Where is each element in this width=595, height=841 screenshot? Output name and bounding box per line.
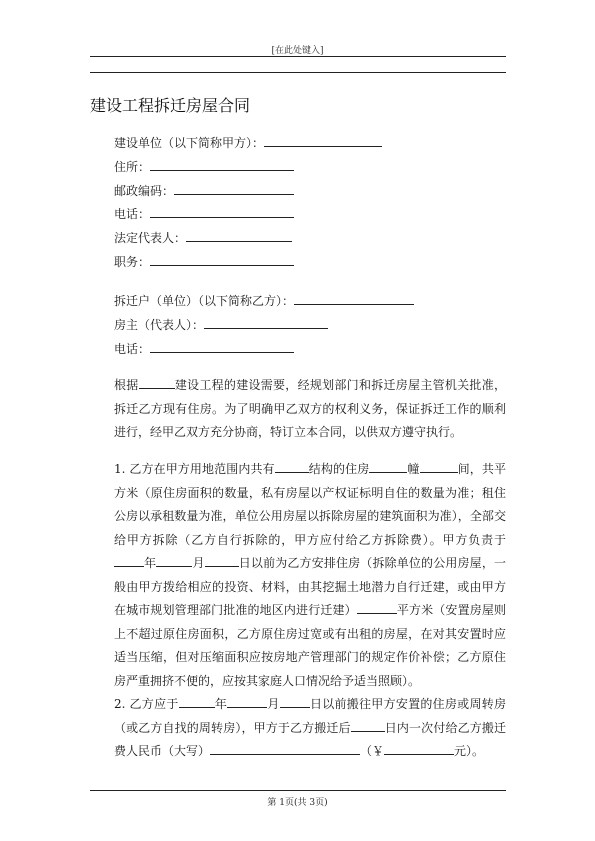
field-party-b-unit xyxy=(114,292,414,309)
field-party-a-address xyxy=(114,158,294,175)
clause-text: 年 xyxy=(214,697,228,711)
clause-text: 2. 乙方应于 xyxy=(114,697,179,711)
header-rule-top xyxy=(90,56,506,57)
field-party-a-phone xyxy=(114,205,294,222)
blank-year[interactable] xyxy=(179,695,215,708)
field-party-b-phone xyxy=(114,340,294,357)
clause-text: （￥ xyxy=(360,744,385,758)
blank-line[interactable] xyxy=(150,158,294,171)
blank-line[interactable] xyxy=(264,134,382,147)
clause-text: 月 xyxy=(267,697,280,711)
blank-month[interactable] xyxy=(227,695,267,708)
clause-text: 年 xyxy=(144,556,157,570)
header-placeholder[interactable]: [在此处键入] xyxy=(271,46,324,56)
field-label: 电话： xyxy=(114,207,151,221)
field-label: 建设单位（以下简称甲方）： xyxy=(114,136,265,150)
clause-text: 间，共 xyxy=(457,462,494,476)
blank-room-count[interactable] xyxy=(420,460,458,473)
blank-line[interactable] xyxy=(150,253,294,266)
clause-text: 日以前搬往甲方安置的住房或周转房（或乙方自找的周转房），甲方于乙方搬迁后 xyxy=(114,697,506,735)
field-label: 职务： xyxy=(114,255,151,269)
field-party-a-unit xyxy=(114,134,382,151)
intro-text-body: 建设工程的建设需要，经规划部门和拆迁房屋主管机关批准，拆迁乙方现有住房。为了明确甲乙双方的权利义务，保证拆迁工作的顺利进行，经甲乙双方充分协商，特订立本合同，以供双方遵守执行。 xyxy=(114,378,506,439)
intro-paragraph xyxy=(90,374,506,445)
field-label: 拆迁户（单位）（以下简称乙方）： xyxy=(114,294,295,308)
field-party-a-position xyxy=(114,253,294,270)
clause-1 xyxy=(90,458,506,693)
blank-month[interactable] xyxy=(156,554,192,567)
blank-day[interactable] xyxy=(205,554,239,567)
field-party-a-legal-rep xyxy=(114,229,292,246)
field-label: 房主（代表人）： xyxy=(114,318,205,332)
clause-text: 月 xyxy=(192,556,205,570)
blank-line[interactable] xyxy=(174,182,294,195)
clause-text: 结构的住房 xyxy=(308,462,370,476)
header-rule-bottom xyxy=(90,72,506,73)
intro-text-start: 根据 xyxy=(114,378,139,392)
blank-amount-number[interactable] xyxy=(384,742,454,755)
clause-text: 日以前为乙方安排住房（拆除单位的公用房屋，一般由甲方拨给相应的投资、材料，由其挖掘土地潜力自行迁建，或由甲方在城市规划管理部门批准的地区内进行迁建） xyxy=(114,556,506,617)
blank-year[interactable] xyxy=(114,554,144,567)
clause-text: 平方米（原住房面积的数量，私有房屋以产权证标明自住的数量为准；租住公房以承租数量为准，单位公用房屋以拆除房屋的建筑面积为准），全部交给甲方拆除（乙方自行拆除的，甲方应付给乙方拆除费）。甲方负责于 xyxy=(114,462,506,547)
blank-line[interactable] xyxy=(186,229,292,242)
blank-days[interactable] xyxy=(351,719,385,732)
blank-line[interactable] xyxy=(150,205,294,218)
blank-line[interactable] xyxy=(204,316,328,329)
field-label: 邮政编码： xyxy=(114,184,175,198)
field-party-a-postcode xyxy=(114,182,294,199)
clause-text: 元）。 xyxy=(454,744,485,758)
blank-project-name[interactable] xyxy=(139,376,175,389)
footer-rule xyxy=(90,790,506,791)
field-label: 法定代表人： xyxy=(114,231,187,245)
clause-text: 幢 xyxy=(407,462,420,476)
blank-line[interactable] xyxy=(294,292,414,305)
blank-building-count[interactable] xyxy=(369,460,407,473)
clause-2 xyxy=(90,693,506,764)
clause-text: 日内一次付给乙方搬迁费人民币（大写） xyxy=(114,720,506,758)
page-number: 第 1页(共 3页) xyxy=(267,798,328,808)
blank-line[interactable] xyxy=(150,340,294,353)
field-party-b-owner xyxy=(114,316,328,333)
blank-area[interactable] xyxy=(357,601,397,614)
blank-structure[interactable] xyxy=(275,460,309,473)
field-label: 电话： xyxy=(114,342,151,356)
document-title: 建设工程拆迁房屋合同 xyxy=(90,96,251,115)
clause-text: 1. 乙方在甲方用地范围内共有 xyxy=(114,462,275,476)
clause-text: 平方米（安置房屋则上不超过原住房面积，乙方原住房过宽或有出租的房屋，在对其安置时应适当压缩，但对压缩面积应按房地产管理部门的规定作价补偿；乙方原住房严重拥挤不便的，应按其家庭人口情况给予适当照顾）。 xyxy=(114,603,506,688)
field-label: 住所： xyxy=(114,160,151,174)
blank-day[interactable] xyxy=(280,695,310,708)
blank-amount-words[interactable] xyxy=(210,742,360,755)
